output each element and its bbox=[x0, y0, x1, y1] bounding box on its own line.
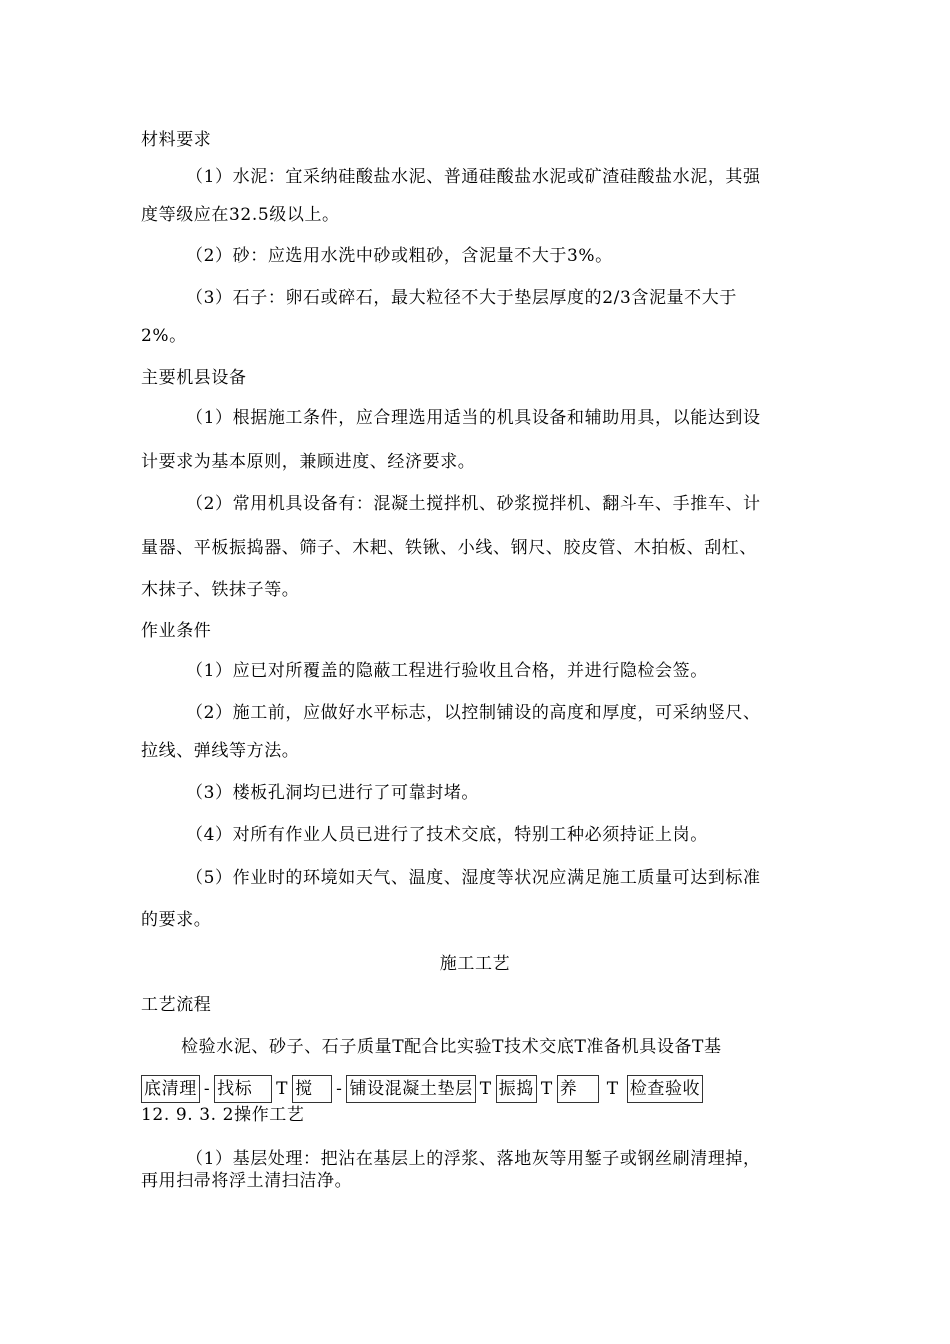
paragraph: （1）应已对所覆盖的隐蔽工程进行验收且合格，并进行隐检会签。 bbox=[186, 661, 708, 681]
flow-step-box: 搅 bbox=[292, 1075, 332, 1103]
flow-line: 检验水泥、砂子、石子质量T配合比实验T技术交底T准备机具设备T基 bbox=[181, 1037, 722, 1057]
materials-heading: 材料要求 bbox=[141, 130, 212, 150]
paragraph: （5）作业时的环境如天气、温度、湿度等状况应满足施工质量可达到标准 bbox=[186, 868, 761, 888]
paragraph: （1）水泥：宜采纳硅酸盐水泥、普通硅酸盐水泥或矿渣硅酸盐水泥，其强 bbox=[186, 167, 761, 187]
process-heading: 施工工艺 bbox=[439, 954, 511, 974]
conditions-heading: 作业条件 bbox=[141, 621, 212, 641]
paragraph: （2）常用机具设备有：混凝土搅拌机、砂浆搅拌机、翻斗车、手推车、计 bbox=[186, 494, 761, 514]
flow-step-box: 养 bbox=[557, 1075, 599, 1103]
flow-diagram-row bbox=[141, 1075, 703, 1105]
flow-heading: 工艺流程 bbox=[141, 995, 212, 1015]
paragraph: 再用扫帚将浮土清扫洁净。 bbox=[141, 1171, 353, 1191]
paragraph: 2%。 bbox=[141, 326, 187, 346]
paragraph: （4）对所有作业人员已进行了技术交底，特别工种必须持证上岗。 bbox=[186, 825, 708, 845]
paragraph: （2）施工前，应做好水平标志，以控制铺设的高度和厚度，可采纳竖尺、 bbox=[186, 703, 761, 723]
flow-step-box: 找标 bbox=[214, 1075, 272, 1103]
flow-step-box: 检查验收 bbox=[627, 1075, 703, 1103]
paragraph: 拉线、弹线等方法。 bbox=[141, 741, 300, 761]
paragraph: 木抹子、铁抹子等。 bbox=[141, 580, 300, 600]
paragraph: 度等级应在32.5级以上。 bbox=[141, 205, 340, 225]
flow-connector: - bbox=[203, 1079, 211, 1099]
paragraph: 的要求。 bbox=[141, 910, 212, 930]
flow-connector: T bbox=[540, 1079, 553, 1099]
paragraph: （1）基层处理：把沾在基层上的浮浆、落地灰等用錾子或钢丝刷清理掉， bbox=[186, 1149, 761, 1169]
paragraph: 计要求为基本原则，兼顾进度、经济要求。 bbox=[141, 452, 476, 472]
flow-connector: T bbox=[479, 1079, 492, 1099]
flow-step-box: 振捣 bbox=[496, 1075, 537, 1103]
paragraph: （1）根据施工条件，应合理选用适当的机具设备和辅助用具，以能达到设 bbox=[186, 408, 761, 428]
equipment-heading: 主要机县设备 bbox=[141, 368, 247, 388]
flow-connector: - bbox=[336, 1079, 343, 1099]
flow-connector: T bbox=[276, 1079, 289, 1099]
flow-step-box: 底清理 bbox=[141, 1075, 200, 1103]
paragraph: （2）砂：应选用水洗中砂或粗砂，含泥量不大于3%。 bbox=[186, 246, 613, 266]
operation-heading: 12. 9. 3. 2操作工艺 bbox=[141, 1105, 305, 1125]
flow-step-box: 铺设混凝土垫层 bbox=[346, 1075, 475, 1103]
paragraph: （3）楼板孔洞均已进行了可靠封堵。 bbox=[186, 783, 480, 803]
paragraph: （3）石子：卵石或碎石，最大粒径不大于垫层厚度的2/3含泥量不大于 bbox=[186, 288, 737, 308]
flow-connector: T bbox=[606, 1079, 619, 1099]
paragraph: 量器、平板振捣器、筛子、木耙、铁锹、小线、钢尺、胶皮管、木拍板、刮杠、 bbox=[141, 538, 757, 558]
